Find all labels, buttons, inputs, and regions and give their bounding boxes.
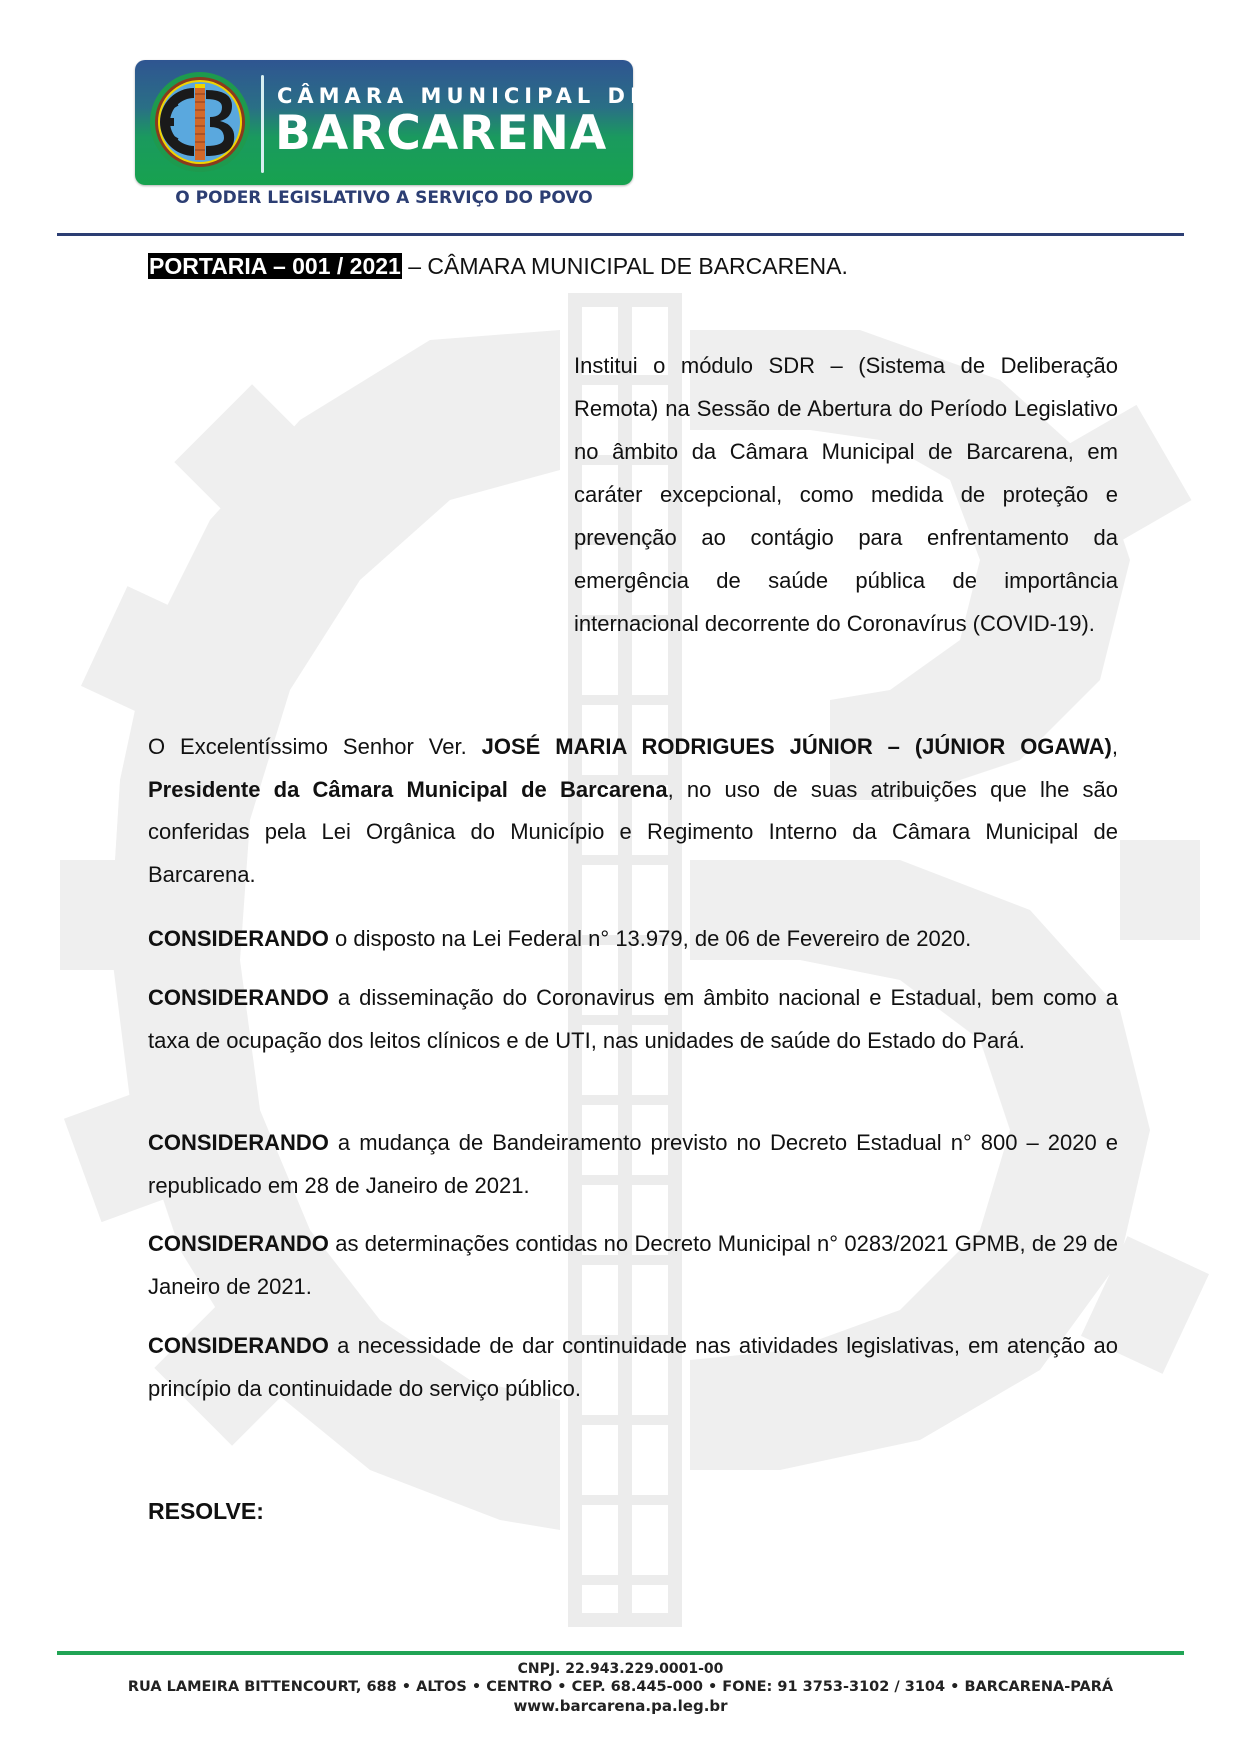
- camara-barcarena-emblem-icon: [148, 70, 252, 174]
- logo-divider: [261, 75, 264, 173]
- president-name: JOSÉ MARIA RODRIGUES JÚNIOR – (JÚNIOR OGAWA): [481, 734, 1112, 759]
- resolve-heading: RESOLVE:: [148, 1498, 264, 1524]
- ementa-paragraph: Institui o módulo SDR – (Sistema de Deliberação Remota) na Sessão de Abertura do Período Legislativo no âmbito da Câmara Municipal de Barcarena, em caráter excepcional, como medida de proteção e prevenção ao contágio para enfrentamento da emergência de saúde pública de importância internacional decorrente do Coronavírus (COVID-19).: [574, 353, 1118, 636]
- considerando-text: a disseminação do Coronavirus em âmbito nacional e Estadual, bem como a taxa de ocupação dos leitos clínicos e de UTI, nas unidades de saúde do Estado do Pará.: [148, 985, 1118, 1053]
- title-rest: – CÂMARA MUNICIPAL DE BARCARENA.: [401, 253, 848, 279]
- considerando-paragraph: [148, 1223, 1118, 1308]
- considerando-label: CONSIDERANDO: [148, 1130, 329, 1155]
- document-title: [148, 251, 848, 281]
- considerando-text: o disposto na Lei Federal n° 13.979, de 06 de Fevereiro de 2020.: [328, 926, 972, 951]
- preamble-text: ,: [1111, 734, 1118, 759]
- header-divider: [57, 233, 1184, 236]
- considerando-label: CONSIDERANDO: [148, 926, 329, 951]
- considerando-text: a necessidade de dar continuidade nas atividades legislativas, em atenção ao princípio da continuidade do serviço público.: [148, 1333, 1118, 1401]
- footer: [57, 1660, 1184, 1716]
- considerando-paragraph: [148, 1122, 1118, 1207]
- president-role: Presidente da Câmara Municipal de Barcarena: [148, 776, 668, 802]
- logo-title-line1: CÂMARA MUNICIPAL DE: [277, 84, 650, 108]
- considerando-paragraph: [148, 977, 1118, 1062]
- preamble-text: , no uso de suas atribuições que lhe são conferidas pela Lei Orgânica do Município e Regimento Interno da Câmara Municipal de Barcarena.: [148, 776, 1118, 887]
- footer-website-link[interactable]: www.barcarena.pa.leg.br: [513, 1697, 728, 1715]
- footer-address: RUA LAMEIRA BITTENCOURT, 688 • ALTOS • CENTRO • CEP. 68.445-000 • FONE: 91 3753-3102 / 3104 • BARCARENA-PARÁ: [127, 1679, 1114, 1695]
- considerando-label: CONSIDERANDO: [148, 1231, 329, 1256]
- considerando-text: a mudança de Bandeiramento previsto no Decreto Estadual n° 800 – 2020 e republicado em 28 de Janeiro de 2021.: [148, 1130, 1118, 1198]
- footer-cnpj: CNPJ. 22.943.229.0001-00: [517, 1661, 724, 1677]
- footer-divider: [57, 1651, 1184, 1655]
- portaria-number: PORTARIA – 001 / 2021: [149, 253, 401, 279]
- considerando-text: as determinações contidas no Decreto Municipal n° 0283/2021 GPMB, de 29 de Janeiro de 2021.: [148, 1231, 1118, 1299]
- considerando-label: CONSIDERANDO: [148, 1333, 329, 1358]
- preamble-text: O Excelentíssimo Senhor Ver.: [148, 734, 482, 759]
- logo-tagline: O PODER LEGISLATIVO A SERVIÇO DO POVO: [175, 188, 593, 208]
- considerando-paragraph: [148, 1325, 1118, 1410]
- preamble-paragraph: [148, 726, 1118, 896]
- logo-title-line2: BARCARENA: [275, 106, 608, 161]
- considerando-paragraph: [148, 918, 1118, 961]
- considerando-label: CONSIDERANDO: [148, 985, 329, 1010]
